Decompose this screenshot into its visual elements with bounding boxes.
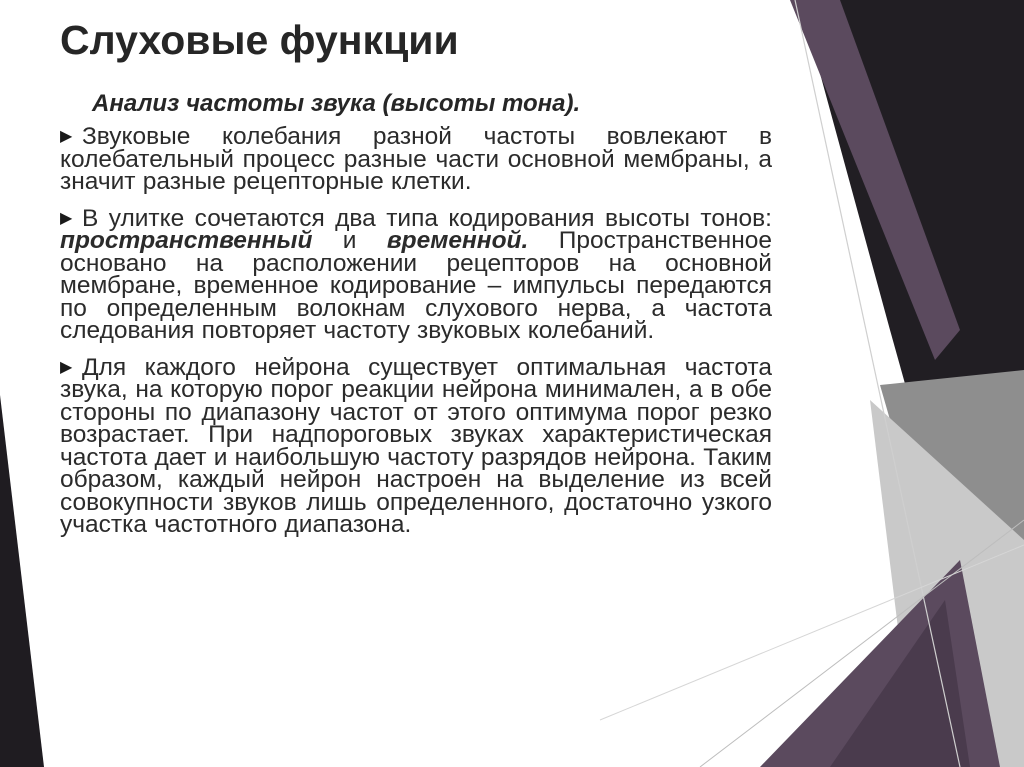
bullet-emphasis: временной. xyxy=(386,227,529,254)
slide-subtitle: Анализ частоты звука (высоты тона). xyxy=(92,90,581,117)
bullet-list xyxy=(60,123,772,551)
bullet-text: В улитке сочетаются два типа кодирования высоты тонов: xyxy=(82,204,772,232)
bullet-item xyxy=(60,353,772,538)
bullet-arrow-icon: ▶ xyxy=(60,128,73,145)
bullet-item xyxy=(60,123,772,195)
bullet-emphasis: пространственный xyxy=(60,227,313,254)
bullet-text: Для каждого нейрона существует оптимальная частота звука, на которую порог реакции нейрона минимален, а в обе стороны по диапазону частот от этого оптимума порог резко возрастает. При надпороговых звуках характеристическая частота дает и наибольшую частоту разрядов нейрона. Таким образом, каждый нейрон настроен на выделение из всей совокупности звуков лишь определенного, достаточно узкого участка частотного диапазона. xyxy=(60,353,772,538)
bullet-text: Звуковые колебания разной частоты вовлекают в колебательный процесс разные части основной мембраны, а значит разные рецепторные клетки. xyxy=(60,123,772,195)
bullet-text: и xyxy=(312,227,387,254)
slide-title: Слуховые функции xyxy=(60,17,459,63)
bullet-text: Пространственное основано на расположении рецепторов на основной мембране, временное кодирование – импульсы передаются по определенным волокнам слухового нерва, а частота следования повторяет частоту звуковых колебаний. xyxy=(60,227,772,344)
left-dark-strip xyxy=(0,395,44,767)
bullet-arrow-icon: ▶ xyxy=(60,358,73,376)
bullet-arrow-icon: ▶ xyxy=(60,209,73,227)
bullet-item xyxy=(60,204,772,344)
